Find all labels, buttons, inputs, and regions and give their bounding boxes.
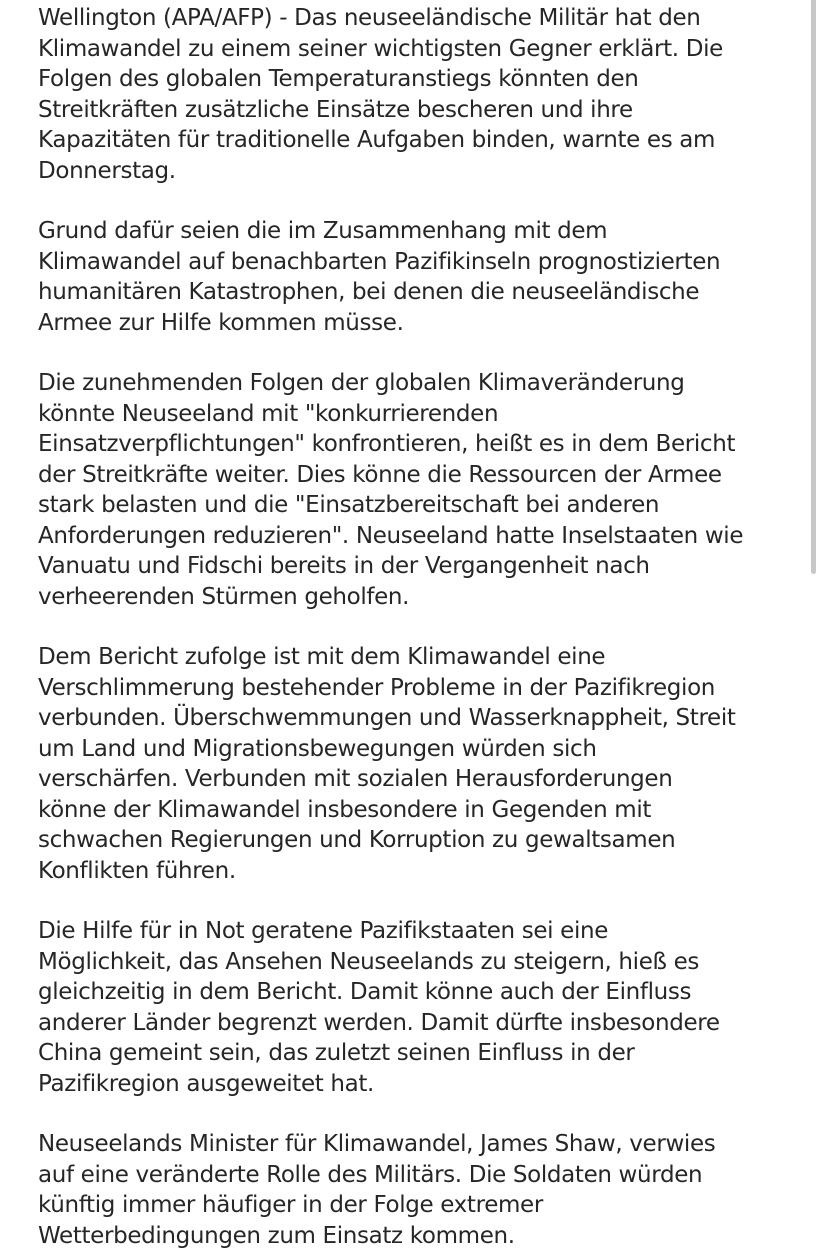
scrollbar-thumb[interactable] [811,0,816,574]
article-paragraph-1: Wellington (APA/AFP) - Das neuseeländische Militär hat den Klimawandel zu einem seiner wichtigsten Gegner erklärt. Die Folgen des globalen Temperaturanstiegs könnten den Streitkräften zusätzliche Einsätze bescheren und ihre Kapazitäten für traditionelle Aufgaben binden, warnte es am Donnerstag. [38,5,723,184]
article-paragraph-4: Dem Bericht zufolge ist mit dem Klimawandel eine Verschlimmerung bestehender Probleme in der Pazifikregion verbunden. Überschwemmungen und Wasserknappheit, Streit um Land und Migrationsbewegungen würden sich verschärfen. Verbunden mit sozialen Herausforderungen könne der Klimawandel insbesondere in Gegenden mit schwachen Regierungen und Korruption zu gewaltsamen Konflikten führen. [38,644,736,884]
article-paragraph-5: Die Hilfe für in Not geratene Pazifikstaaten sei eine Möglichkeit, das Ansehen Neuseelands zu steigern, hieß es gleichzeitig in dem Bericht. Damit könne auch der Einfluss anderer Länder begrenzt werden. Damit dürfte insbesondere China gemeint sein, das zuletzt seinen Einfluss in der Pazifikregion ausgeweitet hat. [38,918,720,1097]
article-paragraph-2: Grund dafür seien die im Zusammenhang mit dem Klimawandel auf benachbarten Pazifikinseln prognostizierten humanitären Katastrophen, bei denen die neuseeländische Armee zur Hilfe kommen müsse. [38,218,721,336]
article-paragraph-6: Neuseelands Minister für Klimawandel, James Shaw, verwies auf eine veränderte Rolle des Militärs. Die Soldaten würden künftig immer häufiger in der Folge extremer Wetterbedingungen zum Einsatz kommen. [38,1131,716,1249]
article-paragraph-3: Die zunehmenden Folgen der globalen Klimaveränderung könnte Neuseeland mit "konkurrierenden Einsatzverpflichtungen" konfrontieren, heißt es in dem Bericht der Streitkräfte weiter. Dies könne die Ressourcen der Armee stark belasten und die "Einsatzbereitschaft bei anderen Anforderungen reduzieren". Neuseeland hatte Inselstaaten wie Vanuatu und Fidschi bereits in der Vergangenheit nach verheerenden Stürmen geholfen. [38,370,744,610]
